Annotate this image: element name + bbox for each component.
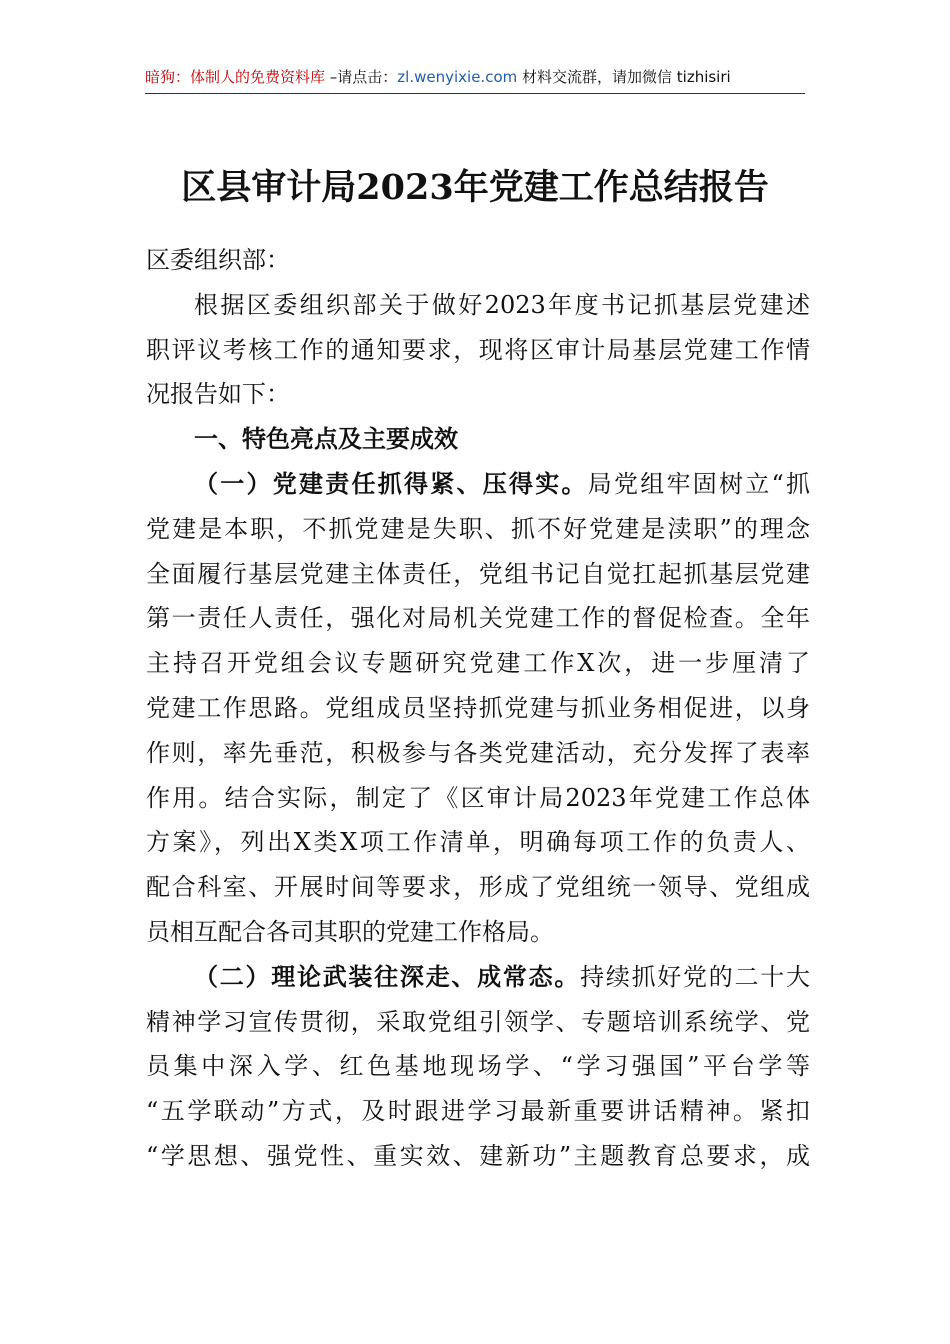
paragraph-first-line bbox=[146, 955, 810, 1000]
paragraph-line: 方案》，列出X类X项工作清单，明确每项工作的负责人、 bbox=[146, 828, 810, 857]
paragraph-line: 作则，率先垂范，积极参与各类党建活动，充分发挥了表率 bbox=[146, 738, 810, 767]
header-divider bbox=[145, 93, 805, 94]
paragraph-first-line bbox=[146, 462, 810, 507]
intro-line: 职评议考核工作的通知要求，现将区审计局基层党建工作情 bbox=[146, 335, 810, 364]
document-body bbox=[146, 238, 810, 1179]
paragraph-line: “五学联动”方式，及时跟进学习最新重要讲话精神。紧扣 bbox=[146, 1097, 810, 1126]
paragraph-line: 精神学习宣传贯彻，采取党组引领学、专题培训系统学、党 bbox=[146, 1007, 810, 1036]
paragraph-theory-study bbox=[146, 955, 810, 1179]
paragraph-line: 作用。结合实际，制定了《区审计局2023年党建工作总体 bbox=[146, 783, 810, 812]
intro-line: 根据区委组织部关于做好2023年度书记抓基层党建述 bbox=[194, 290, 810, 319]
paragraph-line: “学思想、强党性、重实效、建新功”主题教育总要求，成 bbox=[146, 1141, 810, 1170]
paragraph-text: 持续抓好党的二十大 bbox=[580, 962, 811, 991]
page-header bbox=[145, 66, 805, 88]
header-site-name: 暗狗：体制人的免费资料库 bbox=[145, 68, 326, 86]
paragraph-line: 第一责任人责任，强化对局机关党建工作的督促检查。全年 bbox=[146, 604, 810, 633]
header-link[interactable]: zl.wenyixie.com bbox=[397, 68, 518, 86]
paragraph-text: 局党组牢固树立“抓 bbox=[587, 469, 810, 498]
header-wechat-note: 材料交流群，请加微信 tizhisiri bbox=[517, 68, 731, 86]
intro-line: 况报告如下： bbox=[146, 380, 290, 409]
paragraph-line: 主持召开党组会议专题研究党建工作X次，进一步厘清了 bbox=[146, 649, 810, 678]
paragraph-line: 党建工作思路。党组成员坚持抓党建与抓业务相促进，以身 bbox=[146, 693, 810, 722]
paragraph-line: 配合科室、开展时间等要求，形成了党组统一领导、党组成 bbox=[146, 873, 810, 902]
document-title: 区县审计局2023年党建工作总结报告 bbox=[181, 167, 769, 208]
header-click-prompt: –请点击： bbox=[325, 68, 398, 86]
paragraph-party-responsibility bbox=[146, 462, 810, 955]
paragraph-line: 全面履行基层党建主体责任，党组书记自觉扛起抓基层党建 bbox=[146, 559, 810, 588]
paragraph-lead: （二）理论武装往深走、成常态。 bbox=[194, 961, 581, 991]
addressee: 区委组织部： bbox=[146, 246, 290, 274]
paragraph-line: 员集中深入学、红色基地现场学、“学习强国”平台学等 bbox=[146, 1052, 810, 1081]
paragraph-lead: （一）党建责任抓得紧、压得实。 bbox=[194, 468, 588, 498]
section-heading: 一、特色亮点及主要成效 bbox=[194, 425, 458, 454]
paragraph-line: 党建是本职，不抓党建是失职、抓不好党建是渎职”的理念 bbox=[146, 514, 810, 543]
paragraph-line: 员相互配合各司其职的党建工作格局。 bbox=[146, 917, 554, 946]
intro-paragraph bbox=[146, 283, 810, 417]
